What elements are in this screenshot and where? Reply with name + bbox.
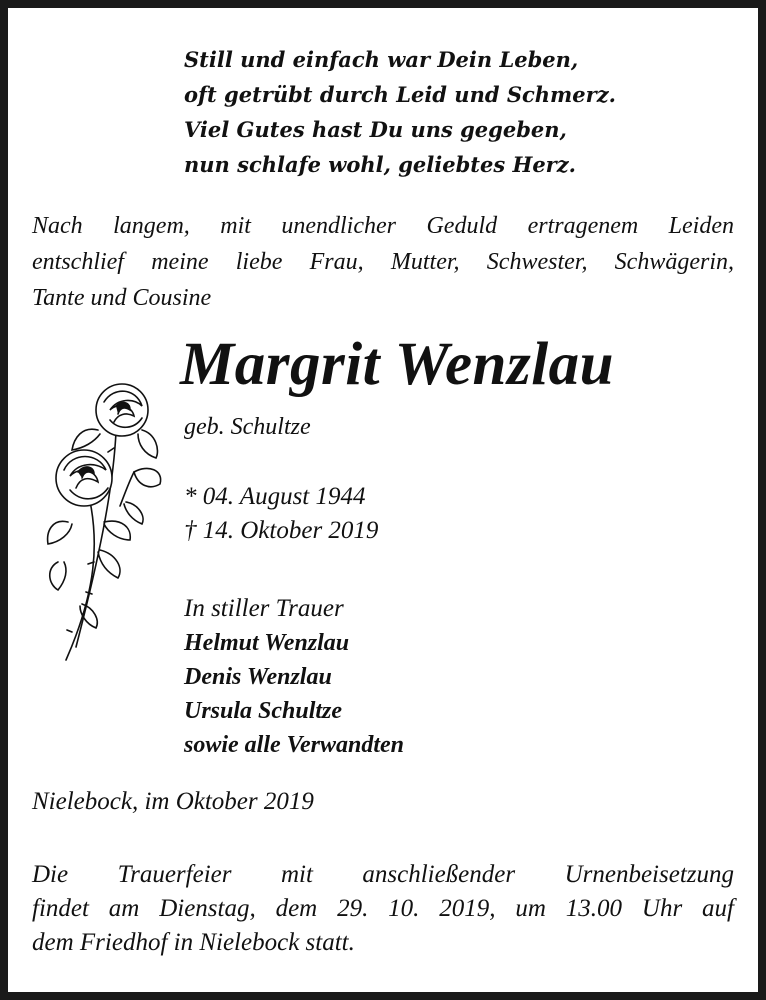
poem-line: Still und einfach war Dein Leben,	[184, 47, 579, 72]
mourners-heading: In stiller Trauer	[184, 595, 344, 622]
ceremony-line: Die Trauerfeier mit anschließender Urnenbeisetzung	[32, 861, 734, 888]
obituary-notice	[8, 8, 758, 992]
intro-line: Nach langem, mit unendlicher Geduld ertragenem Leiden	[32, 213, 734, 239]
poem	[184, 42, 704, 182]
poem-line: nun schlafe wohl, geliebtes Herz.	[184, 152, 576, 177]
ceremony-info	[32, 858, 734, 960]
poem-line: oft getrübt durch Leid und Schmerz.	[184, 82, 616, 107]
birth-name: geb. Schultze	[184, 414, 311, 440]
intro-text	[32, 208, 734, 316]
death-date: † 14. Oktober 2019	[184, 517, 379, 544]
intro-line: Tante und Cousine	[32, 285, 212, 311]
ceremony-line: findet am Dienstag, dem 29. 10. 2019, um 13.00 Uhr auf	[32, 895, 734, 922]
mourner-name: Denis Wenzlau	[184, 664, 332, 690]
place-date: Nielebock, im Oktober 2019	[32, 788, 314, 815]
roses-icon	[38, 372, 178, 672]
mourner-name: sowie alle Verwandten	[184, 732, 405, 758]
intro-line: entschlief meine liebe Frau, Mutter, Schwester, Schwägerin,	[32, 249, 734, 275]
life-dates	[184, 480, 378, 548]
deceased-name: Margrit Wenzlau	[180, 331, 615, 398]
birth-date: * 04. August 1944	[184, 483, 366, 510]
ceremony-line: dem Friedhof in Nielebock statt.	[32, 929, 355, 956]
poem-line: Viel Gutes hast Du uns gegeben,	[184, 117, 567, 142]
mourners-block	[184, 592, 404, 762]
mourner-name: Helmut Wenzlau	[184, 630, 350, 656]
mourner-name: Ursula Schultze	[184, 698, 343, 724]
